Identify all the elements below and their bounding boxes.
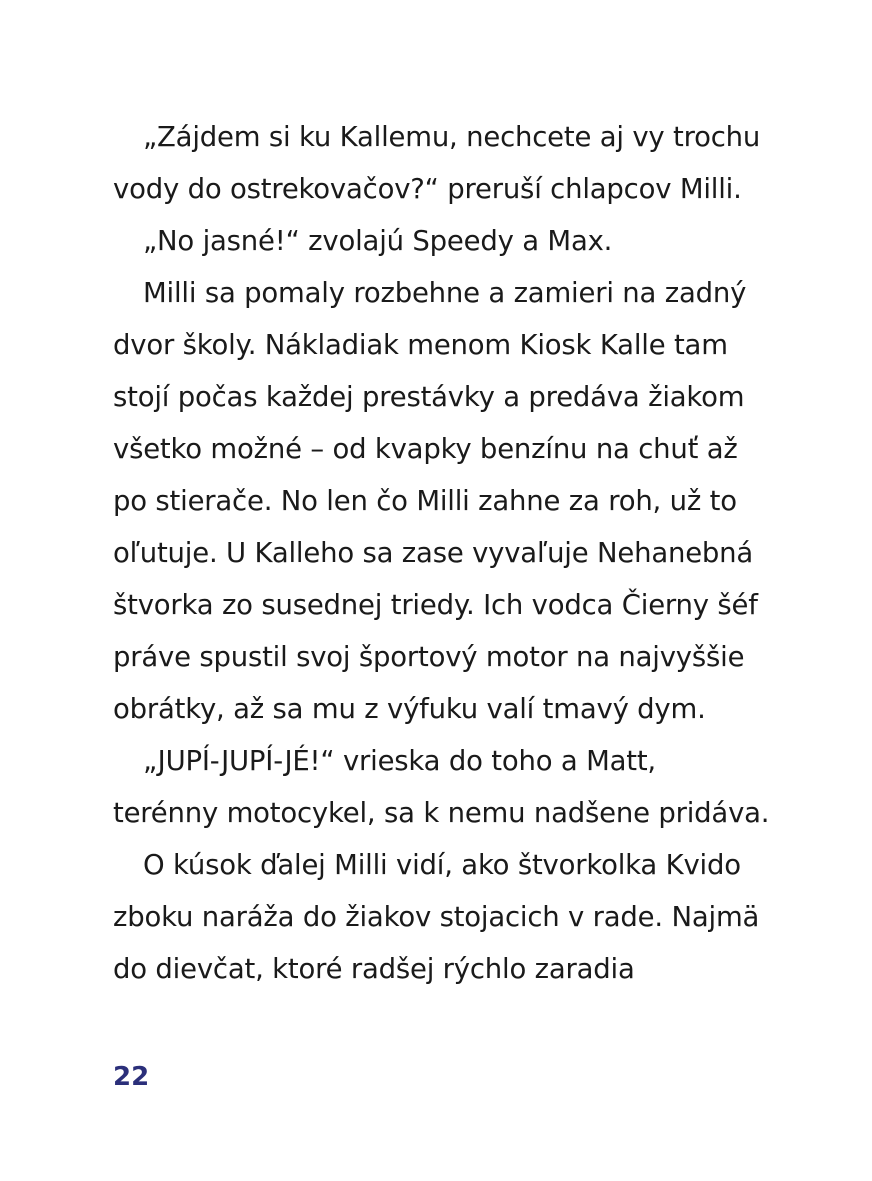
text-line: stojí počas každej prestávky a predáva žiakom	[113, 381, 745, 413]
text-line: O kúsok ďalej Milli vidí, ako štvorkolka Kvido	[143, 849, 741, 881]
body-text	[113, 111, 813, 995]
text-line: obrátky, až sa mu z výfuku valí tmavý dym.	[113, 693, 706, 725]
text-line: Milli sa pomaly rozbehne a zamieri na zadný	[143, 277, 747, 309]
text-line: do dievčat, ktoré radšej rýchlo zaradia	[113, 953, 635, 985]
text-line: štvorka zo susednej triedy. Ich vodca Čierny šéf	[113, 589, 758, 621]
text-line: „JUPÍ-JUPÍ-JÉ!“ vrieska do toho a Matt,	[143, 745, 656, 777]
text-line: terénny motocykel, sa k nemu nadšene pridáva.	[113, 797, 770, 829]
text-line: po stierače. No len čo Milli zahne za roh, už to	[113, 485, 737, 517]
text-line: všetko možné – od kvapky benzínu na chuť až	[113, 433, 738, 465]
text-line: zboku naráža do žiakov stojacich v rade. Najmä	[113, 901, 760, 933]
page-number: 22	[113, 1062, 150, 1092]
text-line: vody do ostrekovačov?“ preruší chlapcov Milli.	[113, 173, 742, 205]
text-line: „No jasné!“ zvolajú Speedy a Max.	[143, 225, 613, 257]
text-line: dvor školy. Nákladiak menom Kiosk Kalle tam	[113, 329, 728, 361]
text-line: oľutuje. U Kalleho sa zase vyvaľuje Nehanebná	[113, 537, 754, 569]
text-line: „Zájdem si ku Kallemu, nechcete aj vy trochu	[143, 121, 761, 153]
text-line: práve spustil svoj športový motor na najvyššie	[113, 641, 745, 673]
